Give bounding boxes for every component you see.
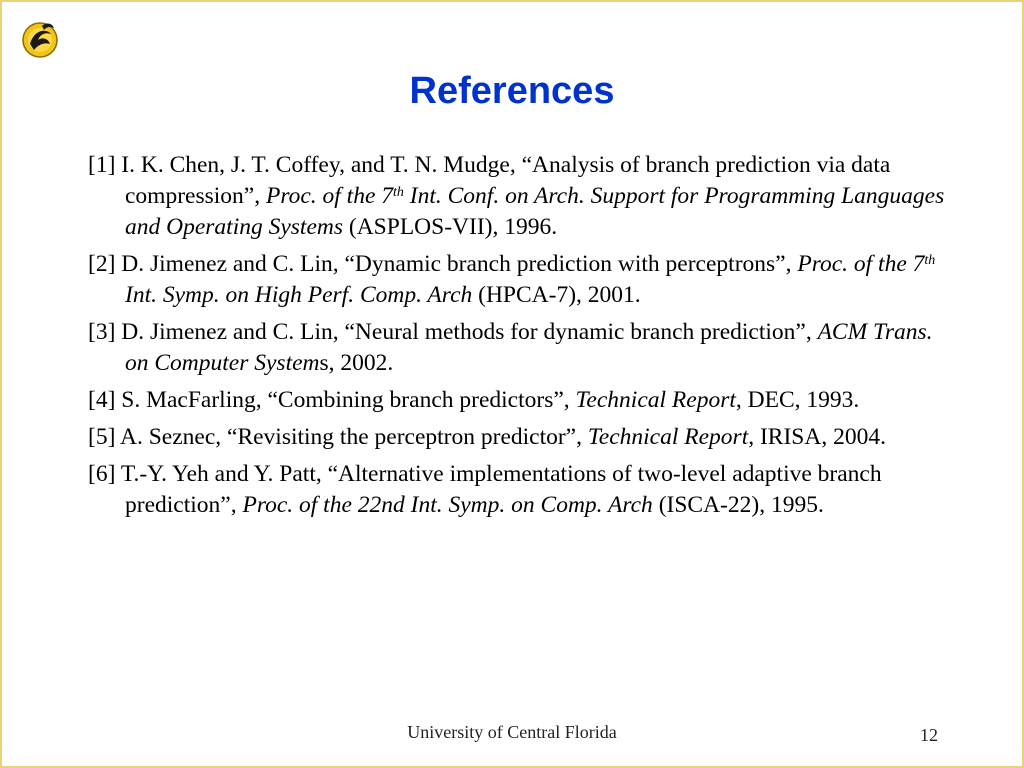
reference-list xyxy=(88,150,958,527)
reference-venue: Technical Report xyxy=(587,424,749,450)
reference-text-end: (ASPLOS-VII), 1996. xyxy=(348,214,558,240)
reference-number: [1] xyxy=(88,152,116,178)
reference-venue: ACM Trans. on Computer System xyxy=(125,319,933,376)
reference-text-end: s, 2002. xyxy=(319,350,394,376)
reference-item-1 xyxy=(88,150,958,243)
reference-superscript: th xyxy=(924,253,936,268)
reference-item-3 xyxy=(88,317,958,379)
reference-text-end: , IRISA, 2004. xyxy=(748,424,886,450)
reference-venue-continued: Int. Symp. on High Perf. Comp. Arch xyxy=(125,282,473,308)
reference-superscript: th xyxy=(393,185,404,200)
reference-number: [6] xyxy=(88,461,116,487)
reference-text: I. K. Chen, J. T. Coffey, and T. N. Mudge, “Analysis of branch prediction via data compression”, xyxy=(121,152,891,209)
reference-text: A. Seznec, “Revisiting the perceptron predictor”, xyxy=(120,424,582,450)
reference-number: [5] xyxy=(88,424,116,450)
reference-text: D. Jimenez and C. Lin, “Neural methods for dynamic branch prediction”, xyxy=(121,319,812,345)
reference-venue-continued: Int. Conf. on Arch. Support for Programming Languages and Operating Systems xyxy=(125,183,945,240)
slide-frame-left xyxy=(0,0,2,768)
reference-text: S. MacFarling, “Combining branch predictors”, xyxy=(121,387,570,413)
page-number: 12 xyxy=(920,725,938,745)
reference-item-6 xyxy=(88,459,958,521)
reference-venue: Technical Report xyxy=(575,387,736,413)
ucf-pegasus-logo-icon xyxy=(20,18,60,60)
reference-item-4 xyxy=(88,385,958,416)
reference-item-5 xyxy=(88,422,958,453)
reference-text: D. Jimenez and C. Lin, “Dynamic branch prediction with perceptrons”, xyxy=(121,251,792,277)
reference-number: [3] xyxy=(88,319,116,345)
reference-venue: Proc. of the 7 xyxy=(797,251,925,277)
reference-item-2 xyxy=(88,249,958,311)
footer-institution: University of Central Florida xyxy=(407,722,617,742)
reference-number: [4] xyxy=(88,387,116,413)
reference-text-end: , DEC, 1993. xyxy=(735,387,860,413)
slide-title: References xyxy=(409,70,615,112)
reference-venue: Proc. of the 7 xyxy=(265,183,394,209)
slide-frame-top xyxy=(0,0,1024,2)
reference-text-end: (ISCA-22), 1995. xyxy=(658,492,824,518)
reference-text: T.-Y. Yeh and Y. Patt, “Alternative implementations of two-level adaptive branch prediction”, xyxy=(120,461,882,518)
reference-venue: Proc. of the 22nd Int. Symp. on Comp. Arch xyxy=(242,492,653,518)
reference-number: [2] xyxy=(88,251,116,277)
reference-text-end: (HPCA-7), 2001. xyxy=(478,282,641,308)
